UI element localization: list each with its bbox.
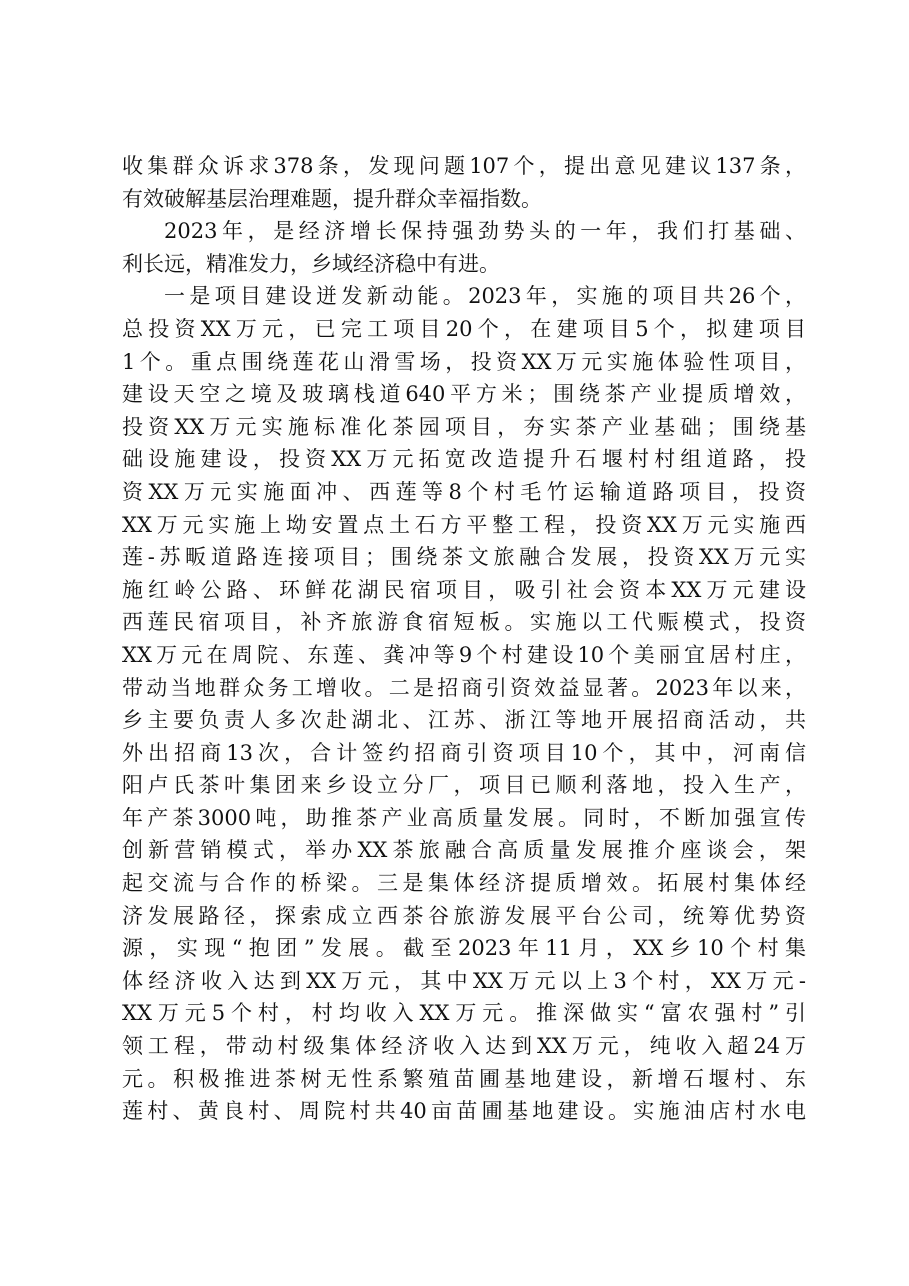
- text-line: 创新营销模式，举办XX茶旅融合高质量发展推介座谈会，架: [122, 838, 806, 863]
- text-line: 元。积极推进茶树无性系繁殖苗圃基地建设，新增石堰村、东: [122, 1066, 806, 1091]
- text-line: 总投资XX万元，已完工项目20个，在建项目5个，拟建项目: [122, 316, 806, 341]
- text-line: XX万元5个村，村均收入XX万元。推深做实“富农强村”引: [122, 1001, 806, 1026]
- text-line: 乡主要负责人多次赴湖北、江苏、浙江等地开展招商活动，共: [122, 708, 806, 733]
- text-line: 施红岭公路、环鲜花湖民宿项目，吸引社会资本XX万元建设: [122, 577, 806, 602]
- document-body: [122, 150, 806, 1128]
- text-line: 资XX万元实施面冲、西莲等8个村毛竹运输道路项目，投资: [122, 479, 806, 504]
- text-line: 西莲民宿项目，补齐旅游食宿短板。实施以工代赈模式，投资: [122, 610, 806, 635]
- text-line: 起交流与合作的桥梁。三是集体经济提质增效。拓展村集体经: [122, 871, 806, 896]
- text-line: 外出招商13次，合计签约招商引资项目10个，其中，河南信: [122, 740, 806, 765]
- text-line: 收集群众诉求378条，发现问题107个，提出意见建议137条，: [122, 154, 806, 178]
- text-line: 莲-苏畈道路连接项目；围绕茶文旅融合发展，投资XX万元实: [122, 545, 806, 570]
- text-line: 莲村、黄良村、周院村共40亩苗圃基地建设。实施油店村水电: [122, 1099, 806, 1124]
- text-line: 年产茶3000吨，助推茶产业高质量发展。同时，不断加强宣传: [122, 805, 806, 830]
- text-line: 带动当地群众务工增收。二是招商引资效益显著。2023年以来，: [122, 675, 806, 700]
- text-line: 体经济收入达到XX万元，其中XX万元以上3个村，XX万元-: [122, 968, 806, 993]
- text-line: 1个。重点围绕莲花山滑雪场，投资XX万元实施体验性项目，: [122, 349, 806, 374]
- text-line: XX万元实施上坳安置点土石方平整工程，投资XX万元实施西: [122, 512, 806, 537]
- text-line: XX万元在周院、东莲、龚冲等9个村建设10个美丽宜居村庄，: [122, 642, 806, 667]
- text-line: 济发展路径，探索成立西茶谷旅游发展平台公司，统筹优势资: [122, 903, 806, 928]
- text-line: 领工程，带动村级集体经济收入达到XX万元，纯收入超24万: [122, 1034, 806, 1059]
- text-line: 一是项目建设迸发新动能。2023年，实施的项目共26个，: [164, 284, 806, 309]
- text-line: 投资XX万元实施标准化茶园项目，夯实茶产业基础；围绕基: [122, 414, 806, 439]
- text-line: 础设施建设，投资XX万元拓宽改造提升石堰村村组道路，投: [122, 447, 806, 472]
- text-line: 有效破解基层治理难题，提升群众幸福指数。: [122, 186, 542, 211]
- text-line: 利长远，精准发力，乡域经济稳中有进。: [122, 251, 500, 276]
- text-line: 2023年，是经济增长保持强劲势头的一年，我们打基础、: [164, 219, 806, 244]
- text-line: 建设天空之境及玻璃栈道640平方米；围绕茶产业提质增效，: [122, 382, 806, 407]
- text-line: 阳卢氏茶叶集团来乡设立分厂，项目已顺利落地，投入生产，: [122, 773, 806, 798]
- text-line: 源，实现“抱团”发展。截至2023年11月，XX乡10个村集: [122, 936, 806, 961]
